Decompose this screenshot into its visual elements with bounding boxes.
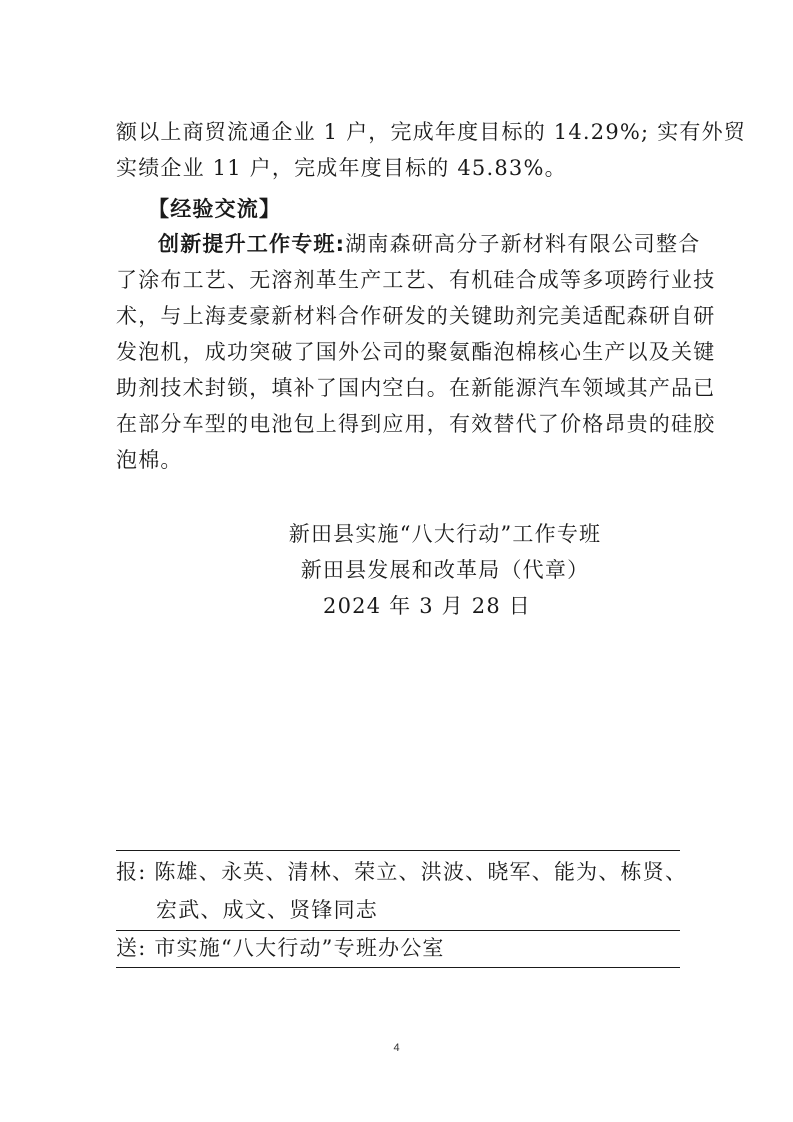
intro-line-1: 额以上商贸流通企业 1 户，完成年度目标的 14.29%; 实有外贸	[116, 120, 747, 144]
distribution-middle-rule	[116, 930, 680, 931]
report-to-line-1: 报: 陈雄、永英、清林、荣立、洪波、晓军、能为、栋贤、	[116, 860, 688, 884]
distribution-bottom-rule	[116, 967, 680, 968]
section-lead-line	[158, 230, 701, 258]
distribution-top-rule	[116, 850, 680, 851]
section-body-line: 术，与上海麦豪新材料合作研发的关键助剂完美适配森研自研	[116, 304, 716, 328]
report-to-line-2: 宏武、成文、贤锋同志	[156, 898, 378, 922]
section-body-line-last: 泡棉。	[116, 448, 183, 472]
section-body-line: 了涂布工艺、无溶剂革生产工艺、有机硅合成等多项跨行业技	[116, 268, 716, 292]
signature-org-2: 新田县发展和改革局（代章）	[300, 558, 590, 582]
section-body-line: 助剂技术封锁，填补了国内空白。在新能源汽车领域其产品已	[116, 376, 716, 400]
section-body-line: 发泡机，成功突破了国外公司的聚氨酯泡棉核心生产以及关键	[116, 340, 716, 364]
signature-date: 2024 年 3 月 28 日	[323, 594, 531, 618]
section-body-line: 在部分车型的电池包上得到应用，有效替代了价格昂贵的硅胶	[116, 412, 716, 436]
page-number: 4	[393, 1042, 400, 1054]
section-lead-text: 湖南森研高分子新材料有限公司整合	[345, 232, 701, 256]
section-heading: 【经验交流】	[148, 197, 282, 221]
intro-line-2: 实绩企业 11 户，完成年度目标的 45.83%。	[116, 156, 567, 180]
signature-org-1: 新田县实施“八大行动”工作专班	[288, 522, 602, 546]
send-to-line: 送: 市实施“八大行动”专班办公室	[116, 936, 445, 960]
section-lead-title: 创新提升工作专班:	[158, 232, 346, 256]
